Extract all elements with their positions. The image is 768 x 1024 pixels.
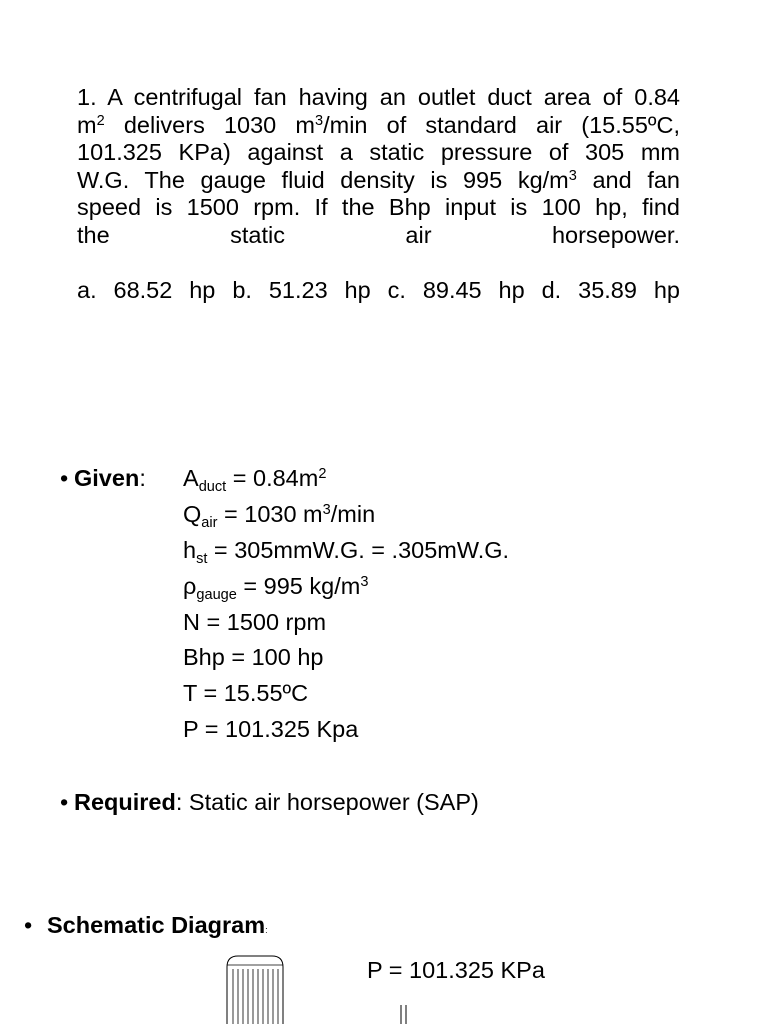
problem-line-3: 101.325 KPa) against a static pressure of 305 mm — [77, 139, 680, 166]
problem-line-5: speed is 1500 rpm. If the Bhp input is 100 hp, find — [77, 194, 680, 221]
problem-line-4: W.G. The gauge fluid density is 995 $kg/m^3$ and fan — [77, 166, 681, 193]
given-density: $\rho_{gauge} = 995$ $kg/m^3$ — [183, 573, 369, 603]
bullet-icon: • — [24, 912, 33, 938]
given-temperature: T = 15.55ºC — [183, 680, 309, 706]
problem-line-6: the static air horsepower. — [77, 221, 680, 248]
schematic-heading: • Schematic Diagram: — [24, 912, 268, 938]
given-area: $A_{duct} = 0.84m^2$ — [183, 465, 327, 495]
fan-duct-diagram — [226, 955, 284, 1024]
required-line: • Required: Static air horsepower (SAP) — [60, 789, 479, 815]
given-pressure: P = 101.325 Kpa — [183, 716, 359, 742]
given-static-head: $h_{st} = 305mmW.G$. = .305mW.G. — [183, 537, 510, 567]
problem-line-2: $m^2$ delivers 1030 $m^3/\min$ of standard air (15.55ºC, — [77, 111, 680, 138]
given-bhp: Bhp = 100 hp — [183, 644, 324, 670]
choice-d: d. 35.89 hp — [541, 277, 680, 304]
problem-statement — [77, 84, 680, 305]
answer-choices — [77, 277, 680, 305]
problem-line-1: 1. A centrifugal fan having an outlet duct area of 0.84 — [77, 84, 680, 110]
given-flow: $Q_{air} = 1030$ $m^3/\min$ — [183, 501, 376, 531]
given-speed: N = 1500 rpm — [183, 609, 327, 635]
choice-a: a. 68.52 hp — [77, 277, 216, 304]
bullet-icon: • — [60, 465, 69, 491]
choice-c: c. 89.45 hp — [387, 277, 525, 304]
given-heading: • Given: — [60, 465, 146, 491]
choice-b: b. 51.23 hp — [232, 277, 371, 304]
manometer-tube — [398, 1005, 410, 1024]
schematic-pressure-label: P = 101.325 KPa — [367, 957, 545, 983]
bullet-icon: • — [60, 789, 69, 815]
